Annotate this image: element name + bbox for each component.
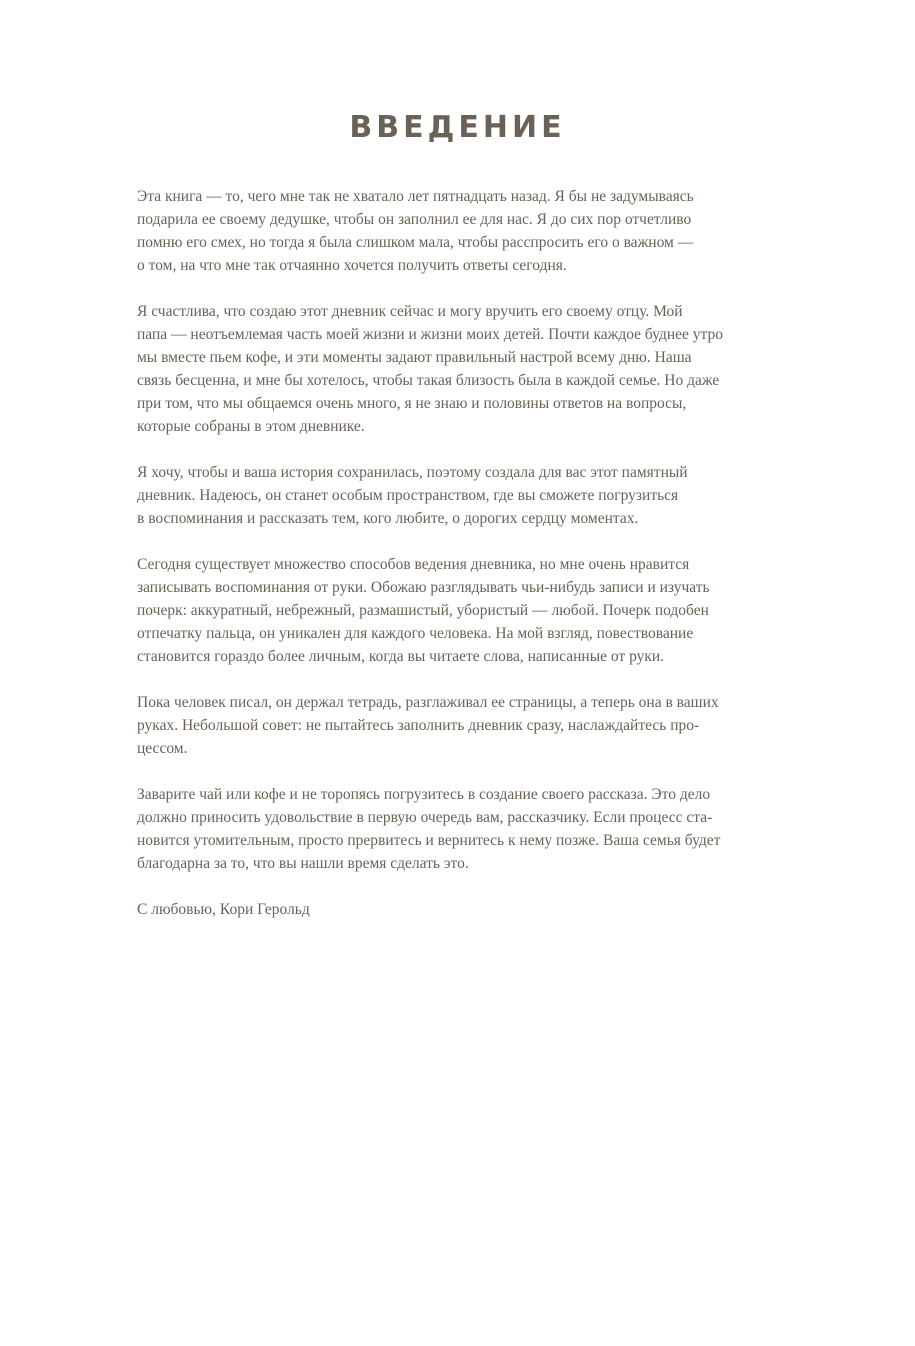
- text-line: Сегодня существует множество способов ведения дневника, но мне очень нравится: [137, 556, 690, 573]
- text-line: при том, что мы общаемся очень много, я не знаю и половины ответов на вопросы,: [137, 395, 687, 412]
- text-line: Я хочу, чтобы и ваша история сохранилась, поэтому создала для вас этот памятный: [137, 464, 688, 481]
- signature: С любовью, Кори Герольд: [137, 901, 310, 918]
- text-line: мы вместе пьем кофе, и эти моменты задают правильный настрой всему дню. Наша: [137, 349, 692, 366]
- text-line: должно приносить удовольствие в первую очередь вам, рассказчику. Если процесс ста-: [137, 809, 713, 826]
- text-line: почерк: аккуратный, небрежный, размашистый, убористый — любой. Почерк подобен: [137, 602, 709, 619]
- text-line: отпечатку пальца, он уникален для каждого человека. На мой взгляд, повествование: [137, 625, 694, 642]
- text-line: благодарна за то, что вы нашли время сделать это.: [137, 855, 469, 872]
- text-line: становится гораздо более личным, когда вы читаете слова, написанные от руки.: [137, 648, 665, 665]
- text-line: Эта книга — то, чего мне так не хватало лет пятнадцать назад. Я бы не задумываясь: [137, 188, 694, 205]
- text-line: которые собраны в этом дневнике.: [137, 418, 365, 435]
- text-line: подарила ее своему дедушке, чтобы он заполнил ее для нас. Я до сих пор отчетливо: [137, 211, 692, 228]
- text-line: руках. Небольшой совет: не пытайтесь заполнить дневник сразу, наслаждайтесь про-: [137, 717, 700, 734]
- text-line: помню его смех, но тогда я была слишком мала, чтобы расспросить его о важном —: [137, 234, 694, 251]
- text-line: в воспоминания и рассказать тем, кого любите, о дорогих сердцу моментах.: [137, 510, 639, 527]
- text-line: Пока человек писал, он держал тетрадь, разглаживал ее страницы, а теперь она в ваших: [137, 694, 719, 711]
- paragraph-2: [137, 300, 787, 438]
- text-line: связь бесценна, и мне бы хотелось, чтобы такая близость была в каждой семье. Но даже: [137, 372, 720, 389]
- text-line: Я счастлива, что создаю этот дневник сейчас и могу вручить его своему отцу. Мой: [137, 303, 683, 320]
- text-line: Заварите чай или кофе и не торопясь погрузитесь в создание своего рассказа. Это дело: [137, 786, 711, 803]
- introduction-body: [137, 185, 787, 921]
- text-line: дневник. Надеюсь, он станет особым пространством, где вы сможете погрузиться: [137, 487, 679, 504]
- paragraph-1: [137, 185, 787, 277]
- page-title: ВВЕДЕНИЕ: [349, 110, 566, 145]
- text-line: цессом.: [137, 740, 188, 757]
- text-line: записывать воспоминания от руки. Обожаю разглядывать чьи-нибудь записи и изучать: [137, 579, 710, 596]
- paragraph-5: [137, 691, 787, 760]
- paragraph-6: [137, 783, 787, 875]
- text-line: папа — неотъемлемая часть моей жизни и жизни моих детей. Почти каждое буднее утро: [137, 326, 724, 343]
- paragraph-3: [137, 461, 787, 530]
- text-line: новится утомительным, просто прервитесь и вернитесь к нему позже. Ваша семья будет: [137, 832, 721, 849]
- text-line: о том, на что мне так отчаянно хочется получить ответы сегодня.: [137, 257, 567, 274]
- paragraph-4: [137, 553, 787, 668]
